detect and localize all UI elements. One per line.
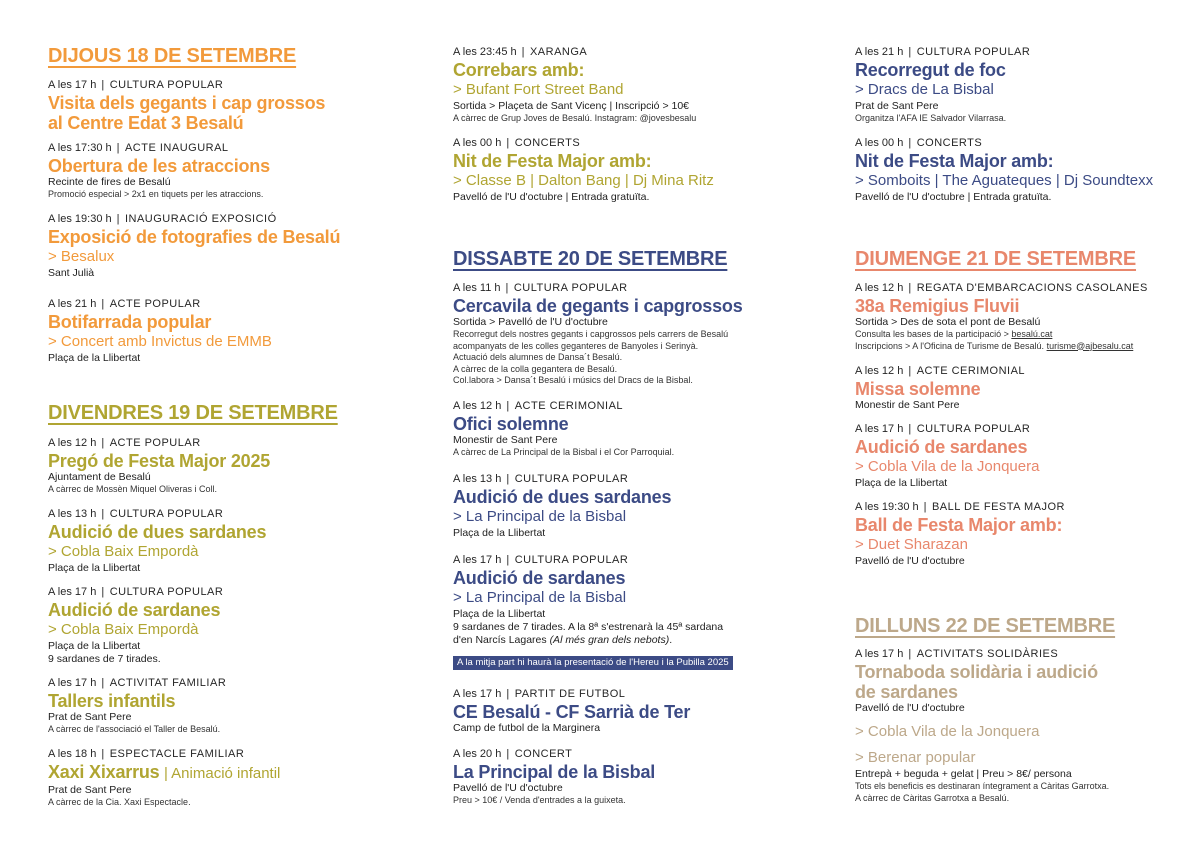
event-category: ACTE POPULAR bbox=[109, 437, 201, 449]
event-category: ACTIVITAT FAMILIAR bbox=[109, 677, 227, 689]
event-place: Monestir de Sant Pere bbox=[855, 399, 960, 411]
event-nit-festa-major-saturday: A les 00 h | CONCERTS Nit de Festa Major amb: > Somboits | The Aguateques | Dj Soundtexx Pavelló de l'U d'octubre | Entrada gratuïta. bbox=[855, 136, 1190, 204]
event-time: A les 13 h bbox=[48, 508, 97, 520]
event-subtitle: > Cobla Baix Empordà bbox=[48, 543, 199, 560]
event-detail-line2: d'en Narcís Lagares bbox=[453, 634, 550, 646]
event-title: Recorregut de foc bbox=[855, 60, 1006, 80]
event-recorregut-foc: A les 21 h | CULTURA POPULAR Recorregut de foc > Dracs de La Bisbal Prat de Sant Pere Organitza l'AFA IE Salvador Vilarrasa. bbox=[855, 45, 1190, 125]
event-botifarrada: A les 21 h | ACTE POPULAR Botifarrada popular > Concert amb Invictus de EMMB Plaça de la Llibertat bbox=[48, 297, 398, 365]
event-title: Audició de dues sardanes bbox=[48, 522, 267, 542]
event-note-2: A càrrec de Càritas Garrotxa a Besalú. bbox=[855, 792, 1010, 803]
event-time: A les 17 h bbox=[48, 677, 97, 689]
event-partit-futbol: A les 17 h | PARTIT DE FUTBOL CE Besalú - CF Sarrià de Ter Camp de futbol de la Marginera bbox=[453, 687, 803, 735]
event-detail: 9 sardanes de 7 tirades. A la 8ª s'estrenarà la 45ª sardana bbox=[453, 621, 724, 633]
event-time: A les 18 h bbox=[48, 748, 97, 760]
event-category: CULTURA POPULAR bbox=[916, 423, 1031, 435]
event-time: A les 11 h bbox=[453, 282, 501, 294]
event-title: Cercavila de gegants i capgrossos bbox=[453, 296, 743, 316]
event-title: Audició de dues sardanes bbox=[453, 487, 672, 507]
event-time: A les 12 h bbox=[48, 437, 97, 449]
day-heading-monday: DILLUNS 22 DE SETEMBRE bbox=[855, 615, 1116, 637]
event-title: Ball de Festa Major amb: bbox=[855, 515, 1063, 535]
event-detail: 9 sardanes de 7 tirades. bbox=[48, 653, 161, 665]
event-category: CULTURA POPULAR bbox=[109, 586, 224, 598]
event-title: CE Besalú - CF Sarrià de Ter bbox=[453, 702, 691, 722]
event-place: Prat de Sant Pere bbox=[48, 711, 132, 723]
event-category: ACTE CERIMONIAL bbox=[514, 400, 624, 412]
event-title-line2: al Centre Edat 3 Besalú bbox=[48, 113, 244, 133]
event-subtitle: > Classe B | Dalton Bang | Dj Mina Ritz bbox=[453, 172, 714, 189]
event-category: ACTE INAUGURAL bbox=[124, 142, 229, 154]
event-note: A càrrec de l'associació el Taller de Besalú. bbox=[48, 724, 221, 734]
event-exposicio-fotografies: A les 19:30 h | INAUGURACIÓ EXPOSICIÓ Exposició de fotografies de Besalú > Besalux Sant Julià bbox=[48, 212, 398, 280]
event-cercavila: A les 11 h | CULTURA POPULAR Cercavila de gegants i capgrossos Sortida > Pavelló de l'U d'octubre Recorregut dels nostres gegants i capgrossos pels carrers de Besalú acompanyats de les colles geganteres de Banyoles i Serinyà. Actuació dels alumnes de Dansa´t Besalú. A càrrec de la colla gegantera de Besalú. Col.labora > Dansa´t Besalú i músics del Dracs de la Bisbal. bbox=[453, 281, 803, 387]
event-subtitle: > Cobla Vila de la Jonquera bbox=[855, 723, 1040, 740]
event-detail-italic: (Al més gran dels nebots) bbox=[549, 634, 670, 646]
event-category: XARANGA bbox=[529, 46, 588, 58]
event-place: Sant Julià bbox=[48, 267, 95, 279]
event-place: Prat de Sant Pere bbox=[48, 784, 132, 796]
event-time: A les 12 h bbox=[855, 282, 904, 294]
event-remigius-fluvii: A les 12 h | REGATA D'EMBARCACIONS CASOLANES 38a Remigius Fluvii Sortida > Des de sota el pont de Besalú Consulta les bases de la participació > besalú.cat Inscripcions > A l'Oficina de Turisme de Besalú. turisme@ajbesalu.cat bbox=[855, 281, 1190, 352]
event-category: CONCERT bbox=[514, 748, 573, 760]
event-title: Exposició de fotografies de Besalú bbox=[48, 227, 341, 247]
event-place: Plaça de la Llibertat bbox=[48, 352, 141, 364]
event-subtitle: > Duet Sharazan bbox=[855, 536, 968, 553]
event-title: Nit de Festa Major amb: bbox=[453, 151, 652, 171]
event-note: A càrrec de Grup Joves de Besalú. Instagram: @jovesbesalu bbox=[453, 113, 697, 123]
event-prego: A les 12 h | ACTE POPULAR Pregó de Festa Major 2025 Ajuntament de Besalú A càrrec de Mossèn Miquel Oliveras i Coll. bbox=[48, 436, 398, 496]
event-category: CULTURA POPULAR bbox=[916, 46, 1031, 58]
event-title: Visita dels gegants i cap grossos bbox=[48, 93, 326, 113]
event-subtitle: > Cobla Baix Empordà bbox=[48, 621, 199, 638]
event-category: CULTURA POPULAR bbox=[514, 473, 629, 485]
event-sardanes-friday: A les 17 h | CULTURA POPULAR Audició de sardanes > Cobla Baix Empordà Plaça de la Llibertat 9 sardanes de 7 tirades. bbox=[48, 585, 398, 666]
event-note: A càrrec de la Cia. Xaxi Espectacle. bbox=[48, 797, 191, 807]
event-title-extra: | Animació infantil bbox=[163, 765, 281, 782]
event-title: Obertura de les atraccions bbox=[48, 156, 270, 176]
event-subtitle: > Dracs de La Bisbal bbox=[855, 81, 994, 98]
event-title: Botifarrada popular bbox=[48, 312, 212, 332]
event-title: La Principal de la Bisbal bbox=[453, 762, 656, 782]
event-note-line: Actuació dels alumnes de Dansa´t Besalú. bbox=[453, 352, 623, 362]
event-title: Nit de Festa Major amb: bbox=[855, 151, 1054, 171]
event-obertura-atraccions: A les 17:30 h | ACTE INAUGURAL Obertura de les atraccions Recinte de fires de Besalú Promoció especial > 2x1 en tiquets per les atraccions. bbox=[48, 141, 398, 201]
event-title: Audició de sardanes bbox=[855, 437, 1028, 457]
event-place-extra: | Entrada gratuïta. bbox=[562, 191, 650, 203]
event-note: Inscripcions > A l'Oficina de Turisme de Besalú. bbox=[855, 340, 1047, 351]
event-category: INAUGURACIÓ EXPOSICIÓ bbox=[124, 213, 277, 225]
event-nit-festa-major-friday: A les 00 h | CONCERTS Nit de Festa Major amb: > Classe B | Dalton Bang | Dj Mina Ritz Pavelló de l'U d'octubre | Entrada gratuïta. bbox=[453, 136, 803, 204]
event-title: 38a Remigius Fluvii bbox=[855, 296, 1020, 316]
event-category: CONCERTS bbox=[514, 137, 581, 149]
event-place: Plaça de la Llibertat bbox=[48, 640, 141, 652]
event-subtitle: > La Principal de la Bisbal bbox=[453, 508, 627, 525]
event-time: A les 17 h bbox=[453, 554, 502, 566]
event-sardanes-sunday: A les 17 h | CULTURA POPULAR Audició de sardanes > Cobla Vila de la Jonquera Plaça de la Llibertat bbox=[855, 422, 1190, 490]
event-time: A les 13 h bbox=[453, 473, 502, 485]
event-place: Monestir de Sant Pere bbox=[453, 434, 558, 446]
event-time: A les 17 h bbox=[855, 648, 904, 660]
event-category: BALL DE FESTA MAJOR bbox=[931, 501, 1065, 513]
event-subtitle: > Bufant Fort Street Band bbox=[453, 81, 624, 98]
event-tallers-infantils: A les 17 h | ACTIVITAT FAMILIAR Tallers infantils Prat de Sant Pere A càrrec de l'associació el Taller de Besalú. bbox=[48, 676, 398, 736]
event-note-line: A càrrec de la colla gegantera de Besalú. bbox=[453, 363, 618, 374]
event-dues-sardanes-friday: A les 13 h | CULTURA POPULAR Audició de dues sardanes > Cobla Baix Empordà Plaça de la Llibertat bbox=[48, 507, 398, 575]
event-title: Pregó de Festa Major 2025 bbox=[48, 451, 271, 471]
event-note: A càrrec de Mossèn Miquel Oliveras i Coll. bbox=[48, 484, 218, 494]
event-dues-sardanes-saturday: A les 13 h | CULTURA POPULAR Audició de dues sardanes > La Principal de la Bisbal Plaça de la Llibertat bbox=[453, 472, 803, 540]
event-category: CULTURA POPULAR bbox=[514, 554, 629, 566]
event-time: A les 19:30 h bbox=[855, 501, 919, 513]
event-title: Missa solemne bbox=[855, 379, 981, 399]
event-price: Entrepà + beguda + gelat | Preu > 8€/ persona bbox=[855, 768, 1072, 780]
event-category: ESPECTACLE FAMILIAR bbox=[109, 748, 245, 760]
event-correbars: A les 23:45 h | XARANGA Correbars amb: > Bufant Fort Street Band Sortida > Plaçeta de Sant Vicenç | Inscripció > 10€ A càrrec de Grup Joves de Besalú. Instagram: @jovesbesalu bbox=[453, 45, 803, 125]
event-place: Prat de Sant Pere bbox=[855, 100, 939, 112]
event-time: A les 17:30 h bbox=[48, 142, 112, 154]
event-place: Sortida > Plaçeta de Sant Vicenç | Inscripció > 10€ bbox=[453, 100, 690, 112]
event-subtitle: > La Principal de la Bisbal bbox=[453, 589, 627, 606]
event-category: PARTIT DE FUTBOL bbox=[514, 688, 626, 700]
event-note: Tots els beneficis es destinaran íntegrament a Càritas Garrotxa. bbox=[855, 781, 1110, 791]
event-note: Organitza l'AFA IE Salvador Vilarrasa. bbox=[855, 113, 1007, 123]
event-place: Pavelló de l'U d'octubre bbox=[855, 555, 965, 567]
event-category: CULTURA POPULAR bbox=[109, 79, 224, 91]
event-place: Pavelló de l'U d'octubre bbox=[855, 702, 965, 714]
event-place: Plaça de la Llibertat bbox=[453, 527, 546, 539]
event-note: Promoció especial > 2x1 en tiquets per les atraccions. bbox=[48, 189, 264, 199]
event-time: A les 17 h bbox=[48, 586, 97, 598]
event-ball-festa-major: A les 19:30 h | BALL DE FESTA MAJOR Ball de Festa Major amb: > Duet Sharazan Pavelló de l'U d'octubre bbox=[855, 500, 1190, 568]
event-place: Sortida > Pavelló de l'U d'octubre bbox=[453, 316, 608, 328]
event-note: A càrrec de La Principal de la Bisbal i el Cor Parroquial. bbox=[453, 447, 675, 457]
event-category: REGATA D'EMBARCACIONS CASOLANES bbox=[916, 282, 1148, 294]
event-title-line2: de sardanes bbox=[855, 682, 958, 702]
event-place: Plaça de la Llibertat bbox=[453, 608, 546, 620]
event-title: Xaxi Xixarrus bbox=[48, 762, 160, 782]
event-place: Plaça de la Llibertat bbox=[48, 562, 141, 574]
event-category: CONCERTS bbox=[916, 137, 983, 149]
event-ofici-solemne: A les 12 h | ACTE CERIMONIAL Ofici solemne Monestir de Sant Pere A càrrec de La Principal de la Bisbal i el Cor Parroquial. bbox=[453, 399, 803, 459]
email-link[interactable]: turisme@ajbesalu.cat bbox=[1046, 340, 1134, 351]
website-link[interactable]: besalú.cat bbox=[1011, 329, 1053, 339]
event-sardanes-saturday: A les 17 h | CULTURA POPULAR Audició de sardanes > La Principal de la Bisbal Plaça de la Llibertat 9 sardanes de 7 tirades. A la 8ª s'estrenarà la 45ª sardana d'en Narcís Lagares (Al més gran dels nebots). A la mitja part hi haurà la presentació de l'Hereu i la Pubilla 2025 bbox=[453, 553, 803, 670]
day-heading-friday: DIVENDRES 19 DE SETEMBRE bbox=[48, 402, 338, 424]
event-time: A les 20 h bbox=[453, 748, 502, 760]
event-category: ACTIVITATS SOLIDÀRIES bbox=[916, 648, 1059, 660]
event-visita-gegants: A les 17 h | CULTURA POPULAR Visita dels gegants i cap grossos al Centre Edat 3 Besalú bbox=[48, 78, 398, 133]
event-place: Ajuntament de Besalú bbox=[48, 471, 151, 483]
event-category: ACTE CERIMONIAL bbox=[916, 365, 1026, 377]
event-place: Pavelló de l'U d'octubre bbox=[855, 191, 965, 203]
event-time: A les 21 h bbox=[855, 46, 904, 58]
event-subtitle: > Somboits | The Aguateques | Dj Soundtexx bbox=[855, 172, 1154, 189]
event-title: Tallers infantils bbox=[48, 691, 176, 711]
event-note: Preu > 10€ / Venda d'entrades a la guixeta. bbox=[453, 795, 626, 805]
day-heading-sunday: DIUMENGE 21 DE SETEMBRE bbox=[855, 248, 1137, 270]
event-place: Pavelló de l'U d'octubre bbox=[453, 782, 563, 794]
event-missa-solemne: A les 12 h | ACTE CERIMONIAL Missa solemne Monestir de Sant Pere bbox=[855, 364, 1190, 412]
event-title: Audició de sardanes bbox=[48, 600, 221, 620]
event-xaxi-xixarrus: A les 18 h | ESPECTACLE FAMILIAR Xaxi Xixarrus | Animació infantil Prat de Sant Pere A càrrec de la Cia. Xaxi Espectacle. bbox=[48, 747, 398, 809]
event-title: Correbars amb: bbox=[453, 60, 585, 80]
event-time: A les 00 h bbox=[453, 137, 502, 149]
event-time: A les 23:45 h bbox=[453, 46, 517, 58]
day-heading-saturday: DISSABTE 20 DE SETEMBRE bbox=[453, 248, 728, 270]
event-title: Audició de sardanes bbox=[453, 568, 626, 588]
event-note-line: Recorregut dels nostres gegants i capgrossos pels carrers de Besalú bbox=[453, 329, 729, 339]
day-heading-thursday: DIJOUS 18 DE SETEMBRE bbox=[48, 45, 297, 67]
event-category: ACTE POPULAR bbox=[109, 298, 201, 310]
event-time: A les 21 h bbox=[48, 298, 97, 310]
event-place: Pavelló de l'U d'octubre bbox=[453, 191, 563, 203]
event-note-line: acompanyats de les colles geganteres de Banyoles i Serinyà. bbox=[453, 340, 699, 351]
event-place: Camp de futbol de la Marginera bbox=[453, 722, 601, 734]
event-category: CULTURA POPULAR bbox=[109, 508, 224, 520]
event-place: Recinte de fires de Besalú bbox=[48, 176, 171, 188]
event-time: A les 17 h bbox=[48, 79, 97, 91]
event-time: A les 12 h bbox=[453, 400, 502, 412]
event-time: A les 19:30 h bbox=[48, 213, 112, 225]
event-time: A les 17 h bbox=[453, 688, 502, 700]
event-time: A les 12 h bbox=[855, 365, 904, 377]
event-concert-principal: A les 20 h | CONCERT La Principal de la Bisbal Pavelló de l'U d'octubre Preu > 10€ / Venda d'entrades a la guixeta. bbox=[453, 747, 803, 807]
event-title: Tornaboda solidària i audició bbox=[855, 662, 1098, 682]
event-time: A les 17 h bbox=[855, 423, 904, 435]
event-note-line: Col.labora > Dansa´t Besalú i músics del Dracs de la Bisbal. bbox=[453, 375, 693, 385]
event-note: Consulta les bases de la participació > bbox=[855, 329, 1012, 339]
event-subtitle-2: > Berenar popular bbox=[855, 749, 976, 766]
event-subtitle: > Concert amb Invictus de EMMB bbox=[48, 333, 272, 350]
event-place: Plaça de la Llibertat bbox=[855, 477, 948, 489]
event-time: A les 00 h bbox=[855, 137, 904, 149]
event-subtitle: > Besalux bbox=[48, 248, 115, 265]
event-place: Sortida > Des de sota el pont de Besalú bbox=[855, 316, 1041, 328]
event-place-extra: | Entrada gratuïta. bbox=[964, 191, 1052, 203]
event-tornaboda: A les 17 h | ACTIVITATS SOLIDÀRIES Tornaboda solidària i audició de sardanes Pavelló de l'U d'octubre > Cobla Vila de la Jonquera > Berenar popular Entrepà + beguda + gelat | Preu > 8€/ persona Tots els beneficis es destinaran íntegrament a Càritas Garrotxa. A càrrec de Càritas Garrotxa a Besalú. bbox=[855, 647, 1190, 804]
event-category: CULTURA POPULAR bbox=[513, 282, 628, 294]
event-detail-end: . bbox=[669, 634, 673, 646]
event-subtitle: > Cobla Vila de la Jonquera bbox=[855, 458, 1040, 475]
highlight-banner: A la mitja part hi haurà la presentació de l'Hereu i la Pubilla 2025 bbox=[453, 656, 733, 670]
event-title: Ofici solemne bbox=[453, 414, 569, 434]
